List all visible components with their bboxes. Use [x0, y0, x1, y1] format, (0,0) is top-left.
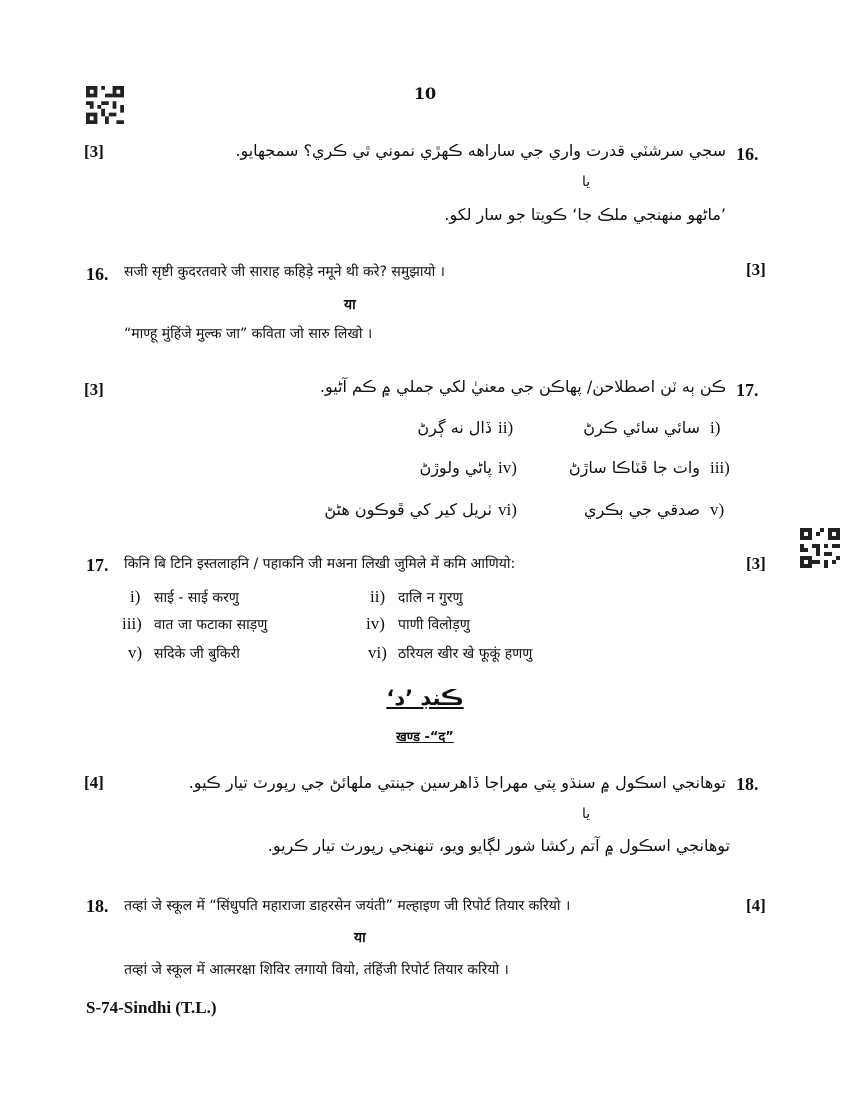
q17-sindhi-item-num: iv): [498, 458, 517, 477]
footer-code: S-74-Sindhi (T.L.): [86, 998, 217, 1017]
q17-hindi-item-num: iii): [122, 614, 142, 633]
q17-hindi-item: पाणी विलोड़णु: [398, 617, 470, 633]
q18-sindhi-marks: [4]: [84, 773, 104, 792]
qr-code-icon: [800, 528, 840, 568]
q17-hindi-item-num: ii): [370, 587, 386, 606]
q17-hindi-text: किनि बि टिनि इस्तलाहनि / पहाकनि जी मअना लिखी जुमिले में कमि आणियो:: [124, 556, 516, 572]
q16-sindhi-ya: يا: [582, 174, 591, 190]
q16-sindhi-alt: ’ماڻهو منهنجي ملڪ جا‘ ڪويتا جو سار لکو.: [444, 205, 726, 224]
q17-sindhi-item: پاڻي ولوڙڻ: [419, 458, 492, 477]
q17-hindi-item: दालि न गुरणु: [398, 590, 463, 606]
q16-hindi-number: 16.: [86, 264, 109, 284]
q16-hindi-ya: या: [344, 297, 356, 313]
q18-sindhi-number: 18.: [736, 774, 759, 794]
section-heading-hindi: खण्ड -“द”: [396, 730, 454, 745]
q18-sindhi-text: توهانجي اسڪول ۾ سنڌو پتي مهراجا ڏاهرسين جينتي ملهائڻ جي رپورٽ تيار ڪيو.: [188, 773, 726, 792]
q17-sindhi-item: صدقي جي ٻڪري: [583, 500, 700, 519]
q17-sindhi-item-num: i): [710, 418, 721, 437]
q17-sindhi-item-num: vi): [498, 500, 517, 519]
q16-hindi-marks: [3]: [746, 260, 766, 279]
q17-sindhi-marks: [3]: [84, 380, 104, 399]
q17-hindi-item: सदिके जी बुकिरी: [154, 646, 240, 662]
section-heading-sindhi: ڪنڊ ’د‘: [386, 686, 464, 710]
q17-sindhi-item-num: ii): [498, 418, 514, 437]
q17-hindi-item: वात जा फटाका साड़णु: [154, 617, 268, 633]
q18-hindi-alt: तव्हां जे स्कूल में आत्मरक्षा शिविर लगायो वियो, तंहिंजी रिपोर्ट तियार करियो ।: [124, 962, 509, 978]
q17-hindi-item-num: v): [128, 643, 143, 662]
q16-sindhi-text: سجي سرشٽي قدرت واري جي ساراهه ڪهڙي نموني ٿي ڪري؟ سمجهايو.: [235, 141, 726, 160]
q17-hindi-number: 17.: [86, 555, 109, 575]
q17-sindhi-item: ڏال نه ڳرڻ: [417, 418, 492, 437]
q17-sindhi-item: وات جا ڦٽاڪا ساڙڻ: [568, 458, 700, 477]
q16-sindhi-number: 16.: [736, 144, 759, 164]
q17-sindhi-number: 17.: [736, 380, 759, 400]
q18-hindi-number: 18.: [86, 896, 109, 916]
q18-sindhi-ya: يا: [582, 806, 591, 822]
q16-sindhi-marks: [3]: [84, 142, 104, 161]
q18-hindi-text: तव्हां जे स्कूल में “सिंधुपति महाराजा डाहरसेन जयंती” मल्हाइण जी रिपोर्ट तियार करियो ।: [124, 898, 571, 914]
q17-sindhi-item: ٺريل کير کي ڦوڪون هڻڻ: [324, 500, 492, 519]
q17-hindi-item-num: vi): [368, 643, 387, 662]
q17-sindhi-item: سائي سائي ڪرڻ: [583, 418, 700, 437]
q17-sindhi-item-num: v): [710, 500, 725, 519]
q18-hindi-ya: या: [354, 930, 366, 946]
q17-hindi-marks: [3]: [746, 554, 766, 573]
q17-sindhi-item-num: iii): [710, 458, 730, 477]
q18-sindhi-alt: توهانجي اسڪول ۾ آتم رکشا شور لڳايو ويو، تنهنجي رپورٽ تيار ڪريو.: [267, 836, 730, 855]
q17-sindhi-text: ڪن ٻه ٽن اصطلاحن/ پهاڪن جي معنيٰ لکي جملي ۾ ڪم آڻيو.: [319, 377, 726, 396]
q17-hindi-item-num: iv): [366, 614, 385, 633]
q16-hindi-text: सजी सृष्टी कुदरतवारे जी साराह कहिड़े नमूने थी करे? समुझायो ।: [124, 264, 445, 280]
q17-hindi-item: ठरियल खीर खे फूकूं हणणु: [398, 646, 533, 662]
page-number: 10: [413, 84, 437, 103]
q16-hindi-alt: “माण्हू मुंहिंजे मुल्क जा” कविता जो सारु लिखो ।: [124, 326, 373, 342]
q18-hindi-marks: [4]: [746, 896, 766, 915]
q17-hindi-item: साई - साई करणु: [154, 590, 239, 606]
q17-hindi-item-num: i): [130, 587, 141, 606]
